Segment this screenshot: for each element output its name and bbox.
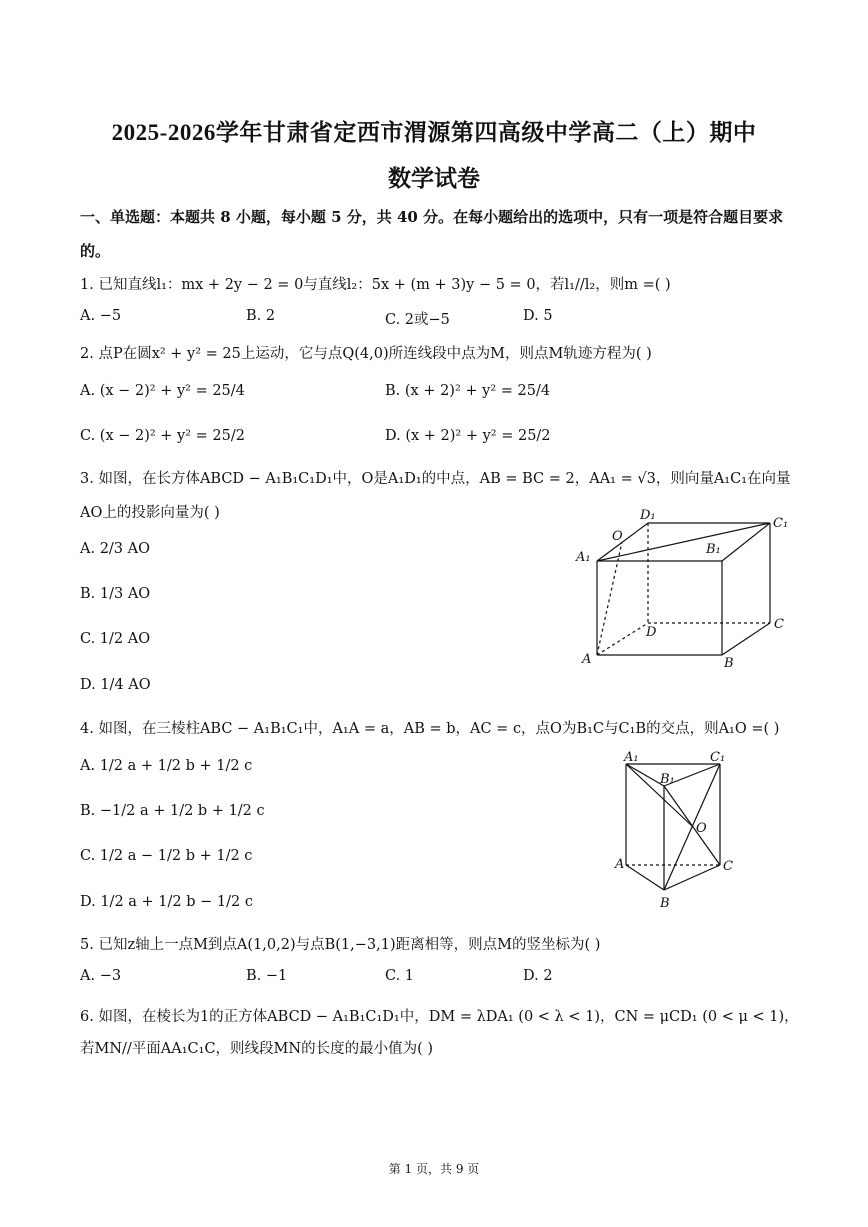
label-c1: C₁ — [773, 516, 789, 531]
q1-option-d: D. 5 — [523, 308, 553, 324]
label-b: B — [724, 656, 734, 671]
label-a1: A₁ — [576, 550, 591, 565]
q3-cuboid-figure — [570, 505, 790, 675]
q4-prism-figure — [610, 750, 740, 915]
q4-option-c: C. 1/2 a − 1/2 b + 1/2 c — [80, 848, 253, 864]
section-heading-line1: 一、单选题：本题共 8 小题，每小题 5 分，共 40 分。在每小题给出的选项中，只有一项是符合题目要求 — [80, 208, 784, 226]
q3-stem-line2: AO上的投影向量为( ) — [80, 505, 220, 521]
exam-title: 2025-2026学年甘肃省定西市渭源第四高级中学高二（上）期中 — [111, 120, 757, 145]
label-o: O — [696, 821, 707, 836]
label-a1: A₁ — [624, 750, 639, 765]
q3-option-b: B. 1/3 AO — [80, 586, 151, 602]
q2-stem: 2. 点P在圆x² + y² = 25上运动，它与点Q(4,0)所连线段中点为M，则点M轨迹方程为( ) — [80, 346, 652, 362]
q6-stem-line1: 6. 如图，在棱长为1的正方体ABCD − A₁B₁C₁D₁中，DM = λDA₁ (0 < λ < 1)，CN = μCD₁ (0 < μ < 1)， — [80, 1009, 799, 1025]
section-heading-line2: 的。 — [80, 242, 111, 260]
q5-option-c: C. 1 — [385, 968, 415, 984]
q4-option-b: B. −1/2 a + 1/2 b + 1/2 c — [80, 803, 265, 819]
label-c: C — [774, 617, 784, 632]
q2-option-d: D. (x + 2)² + y² = 25/2 — [385, 428, 551, 444]
q5-option-d: D. 2 — [523, 968, 553, 984]
q1-option-a: A. −5 — [80, 308, 122, 324]
q3-option-d: D. 1/4 AO — [80, 677, 151, 693]
section-heading — [80, 200, 790, 268]
q3-option-c: C. 1/2 AO — [80, 631, 151, 647]
label-c: C — [723, 859, 733, 874]
q5-option-b: B. −1 — [246, 968, 288, 984]
q3-option-a: A. 2/3 AO — [80, 541, 150, 557]
label-b: B — [660, 896, 670, 911]
label-b1: B₁ — [660, 772, 675, 787]
q4-stem: 4. 如图，在三棱柱ABC − A₁B₁C₁中，A₁A = a，AB = b，AC = c，点O为B₁C与C₁B的交点，则A₁O =( ) — [80, 721, 780, 737]
label-c1: C₁ — [710, 750, 726, 765]
q6-stem-line2: 若MN//平面AA₁C₁C，则线段MN的长度的最小值为( ) — [80, 1041, 434, 1057]
q5-stem: 5. 已知z轴上一点M到点A(1,0,2)与点B(1,−3,1)距离相等，则点M的竖坐标为( ) — [80, 937, 601, 953]
q5-option-a: A. −3 — [80, 968, 122, 984]
label-o: O — [612, 529, 623, 544]
label-a: A — [582, 652, 592, 667]
q4-option-d: D. 1/2 a + 1/2 b − 1/2 c — [80, 894, 253, 910]
q2-option-b: B. (x + 2)² + y² = 25/4 — [385, 383, 551, 399]
q3-stem-line1: 3. 如图，在长方体ABCD − A₁B₁C₁D₁中，O是A₁D₁的中点，AB = BC = 2，AA₁ = √3，则向量A₁C₁在向量 — [80, 471, 791, 487]
label-d: D — [646, 625, 657, 640]
q4-option-a: A. 1/2 a + 1/2 b + 1/2 c — [80, 758, 253, 774]
label-b1: B₁ — [706, 542, 721, 557]
page-footer: 第 1 页，共 9 页 — [388, 1162, 480, 1176]
q2-option-c: C. (x − 2)² + y² = 25/2 — [80, 428, 245, 444]
q1-option-b: B. 2 — [246, 308, 276, 324]
q1-stem: 1. 已知直线l₁：mx + 2y − 2 = 0与直线l₂：5x + (m + 3)y − 5 = 0，若l₁//l₂，则m =( ) — [80, 277, 671, 293]
exam-subtitle: 数学试卷 — [388, 166, 480, 191]
q2-option-a: A. (x − 2)² + y² = 25/4 — [80, 383, 245, 399]
q1-option-c: C. 2或−5 — [385, 312, 450, 328]
label-d1: D₁ — [640, 508, 656, 523]
label-a: A — [615, 857, 625, 872]
